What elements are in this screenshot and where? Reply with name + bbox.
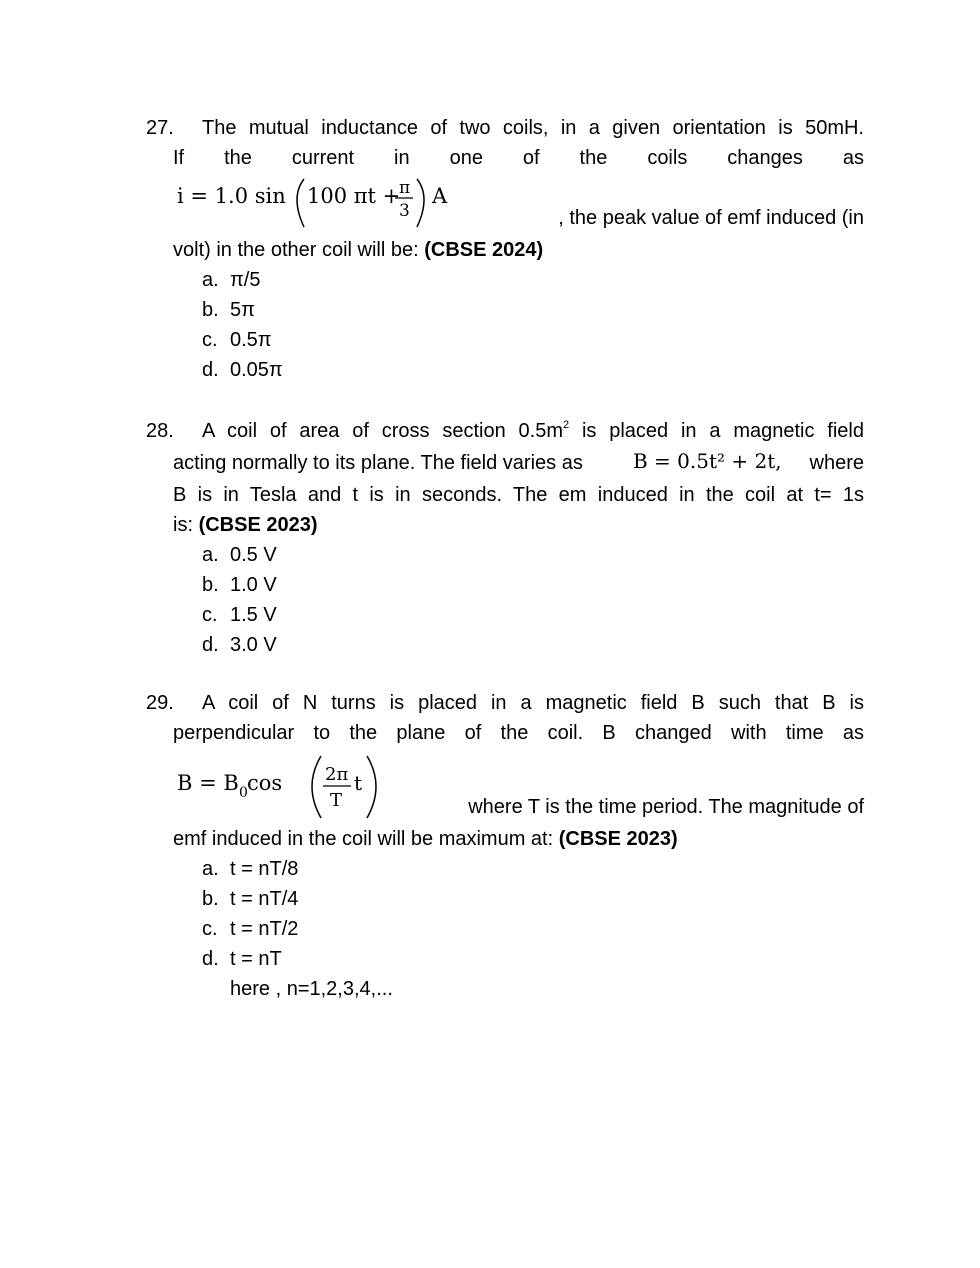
option-d: d. 0.05π <box>202 359 283 381</box>
option-d: d. 3.0 V <box>202 634 277 656</box>
question-text-line1: A coil of N turns is placed in a magnetic field B such that B is <box>202 692 864 714</box>
source-tag: (CBSE 2023) <box>558 828 678 850</box>
right-paren <box>367 756 376 818</box>
eq-frac-num: π <box>399 178 411 198</box>
option-b: b. 1.0 V <box>202 574 277 596</box>
equation-field: B = 0.5t² + 2t, <box>633 449 782 473</box>
eq-sub: 0 <box>239 785 248 801</box>
question-number: 29. <box>146 692 174 714</box>
left-paren <box>297 179 304 227</box>
eq-frac-num: 2π <box>325 764 349 785</box>
eq-var: t <box>354 771 363 795</box>
question-text-last: emf induced in the coil will be maximum at: (CBSE 2023) <box>173 828 678 850</box>
option-a: a. t = nT/8 <box>202 858 299 880</box>
equation-current <box>146 173 864 235</box>
current-equation-svg <box>173 173 473 235</box>
option-c: c. t = nT/2 <box>202 918 299 940</box>
option-b: b. t = nT/4 <box>202 888 299 910</box>
eq-arg: 100 πt + <box>307 184 401 208</box>
question-29 <box>146 688 864 1004</box>
b-equation-svg <box>173 748 393 824</box>
option-d: d. t = nT <box>202 948 282 970</box>
question-27 <box>146 113 864 385</box>
options-list <box>146 854 864 974</box>
question-28 <box>146 416 864 660</box>
eq-lhs: i = 1.0 sin <box>177 184 286 208</box>
options-list <box>146 265 864 385</box>
question-text-line2: perpendicular to the plane of the coil. B changed with time as <box>173 722 864 744</box>
question-text-last: volt) in the other coil will be: (CBSE 2024) <box>173 239 544 261</box>
right-paren <box>417 179 424 227</box>
option-a: a. 0.5 V <box>202 544 277 566</box>
question-text-line4: is: (CBSE 2023) <box>173 514 318 536</box>
question-text-after-eq: where T is the time period. The magnitude of <box>468 796 864 818</box>
question-text-line3: B is in Tesla and t is in seconds. The em induced in the coil at t= 1s <box>173 484 864 506</box>
options-list <box>146 540 864 660</box>
option-c: c. 0.5π <box>202 329 272 351</box>
question-text-line1: The mutual inductance of two coils, in a given orientation is 50mH. <box>202 117 864 139</box>
source-tag: (CBSE 2023) <box>198 514 318 536</box>
equation-field-b <box>146 748 864 824</box>
question-text-line1: A coil of area of cross section $0.5m^2$ is placed in a magnetic field <box>202 419 864 442</box>
source-tag: (CBSE 2024) <box>424 239 544 261</box>
eq-frac-den: 3 <box>399 201 410 221</box>
question-number: 27. <box>146 117 174 139</box>
left-paren <box>312 756 321 818</box>
eq-unit: A <box>432 184 448 208</box>
option-b: b. 5π <box>202 299 255 321</box>
question-text-line2: acting normally to its plane. The field varies as B = 0.5t² + 2t, where <box>146 446 864 480</box>
eq-frac-den: T <box>330 790 343 811</box>
eq-cos: cos <box>247 771 283 795</box>
question-text-after-eq: , the peak value of emf induced (in <box>558 207 864 229</box>
note-text: here , n=1,2,3,4,... <box>230 978 393 1000</box>
option-c: c. 1.5 V <box>202 604 277 626</box>
option-a: a. π/5 <box>202 269 261 291</box>
question-number: 28. <box>146 420 174 442</box>
eq-lhs: B = B <box>177 771 239 795</box>
question-text-line2: If the current in one of the coils changes as <box>173 147 864 169</box>
